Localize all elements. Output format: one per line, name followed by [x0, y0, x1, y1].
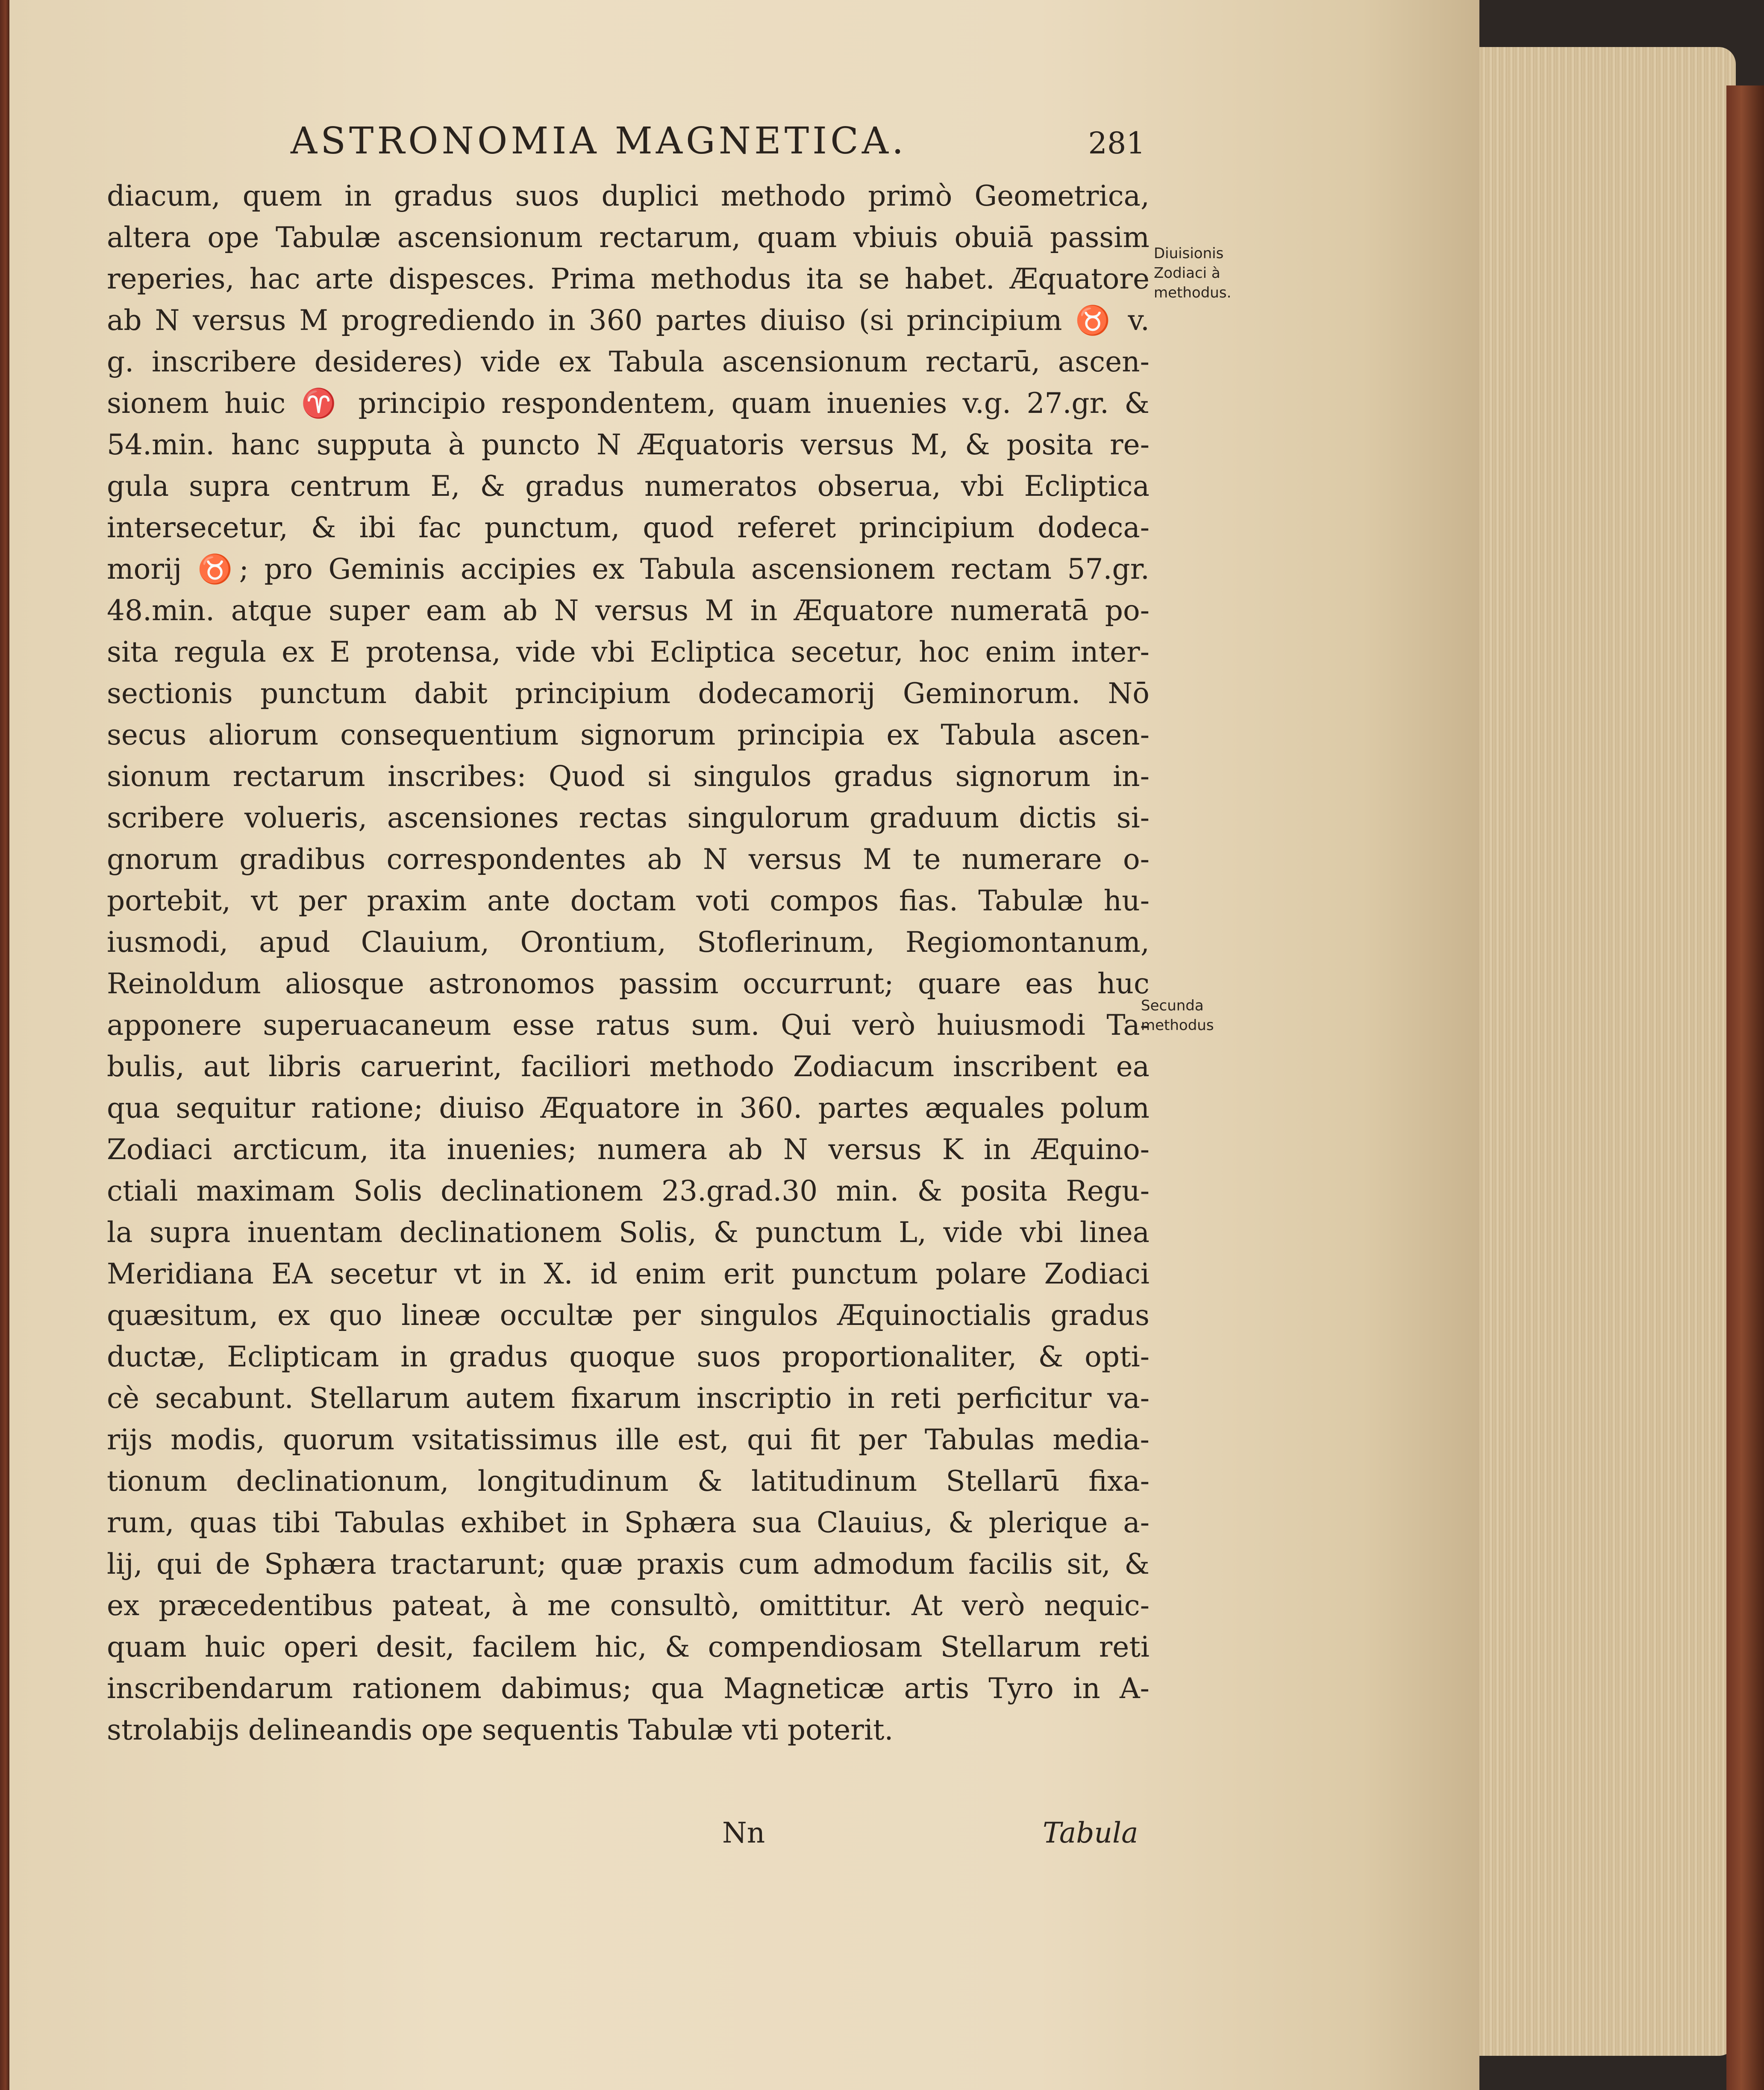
text-line: lij, qui de Sphæra tractarunt; quæ praxis cum admodum facilis sit, & — [107, 1548, 1150, 1581]
text-line: sectionis punctum dabit principium dodecamorij Geminorum. Nō — [107, 677, 1150, 710]
text-line: strolabijs delineandis ope sequentis Tabulæ vti poterit. — [107, 1713, 894, 1746]
text-line: intersecetur, & ibi fac punctum, quod referet principium dodeca- — [107, 511, 1150, 544]
text-line: bulis, aut libris caruerint, faciliori methodo Zodiacum inscribent ea — [107, 1050, 1150, 1083]
text-line: Reinoldum aliosque astronomos passim occurrunt; quare eas huc — [107, 967, 1150, 1000]
text-line: ductæ, Eclipticam in gradus quoque suos proportionaliter, & opti- — [107, 1340, 1150, 1373]
margin-note-line: Diuisionis — [1154, 245, 1224, 262]
running-head — [291, 120, 1145, 162]
margin-note-secunda — [1141, 996, 1269, 1035]
left-cover-edge — [0, 0, 9, 2090]
text-line: rijs modis, quorum vsitatissimus ille est, qui fit per Tabulas media- — [107, 1423, 1150, 1456]
text-line: apponere superuacaneum esse ratus sum. Qui verò huiusmodi Ta- — [107, 1009, 1150, 1042]
text-line: cè secabunt. Stellarum autem fixarum inscriptio in reti perficitur va- — [107, 1382, 1150, 1415]
right-cover-edge — [1726, 85, 1764, 2090]
text-line: Zodiaci arcticum, ita inuenies; numera ab N versus K in Æquino- — [107, 1133, 1150, 1166]
text-line: gnorum gradibus correspondentes ab N versus M te numerare o- — [107, 843, 1150, 876]
text-line: ab N versus M progrediendo in 360 partes diuiso (si principium ♉ v. — [107, 304, 1150, 337]
text-line: inscribendarum rationem dabimus; qua Magneticæ artis Tyro in A- — [107, 1672, 1150, 1705]
signature-mark: Nn — [722, 1816, 765, 1849]
catchword: Tabula — [1043, 1816, 1138, 1849]
text-line: sionem huic ♈ principio respondentem, quam inuenies v.g. 27.gr. & — [107, 387, 1150, 420]
text-line: tionum declinationum, longitudinum & latitudinum Stellarū fixa- — [107, 1465, 1150, 1498]
text-line: gula supra centrum E, & gradus numeratos obserua, vbi Ecliptica — [107, 470, 1150, 503]
text-line: quæsitum, ex quo lineæ occultæ per singulos Æquinoctialis gradus — [107, 1299, 1150, 1332]
page-block-edges — [1479, 47, 1736, 2056]
text-line: portebit, vt per praxim ante doctam voti compos fias. Tabulæ hu- — [107, 884, 1150, 917]
text-line: diacum, quem in gradus suos duplici methodo primò Geometrica, — [107, 180, 1150, 212]
text-line: altera ope Tabulæ ascensionum rectarum, quam vbiuis obuiā passim — [107, 221, 1150, 254]
text-line: 48.min. atque super eam ab N versus M in Æquatore numeratā po- — [107, 594, 1150, 627]
text-line: 54.min. hanc supputa à puncto N Æquatoris versus M, & posita re- — [107, 428, 1150, 461]
text-line: quam huic operi desit, facilem hic, & compendiosam Stellarum reti — [107, 1631, 1150, 1663]
margin-note-diuisionis — [1154, 244, 1282, 303]
text-line: Meridiana EA secetur vt in X. id enim erit punctum polare Zodiaci — [107, 1257, 1150, 1290]
text-line: scribere volueris, ascensiones rectas singulorum graduum dictis si- — [107, 801, 1150, 834]
text-line: ex præcedentibus pateat, à me consultò, omittitur. At verò nequic- — [107, 1589, 1150, 1622]
running-title: ASTRONOMIA MAGNETICA. — [291, 120, 907, 162]
text-line: g. inscribere desideres) vide ex Tabula ascensionum rectarū, ascen- — [107, 345, 1150, 378]
margin-note-line: Zodiaci à — [1154, 265, 1220, 282]
text-line: iusmodi, apud Clauium, Orontium, Stoflerinum, Regiomontanum, — [107, 926, 1150, 959]
text-line: reperies, hac arte dispesces. Prima methodus ita se habet. Æquatore — [107, 262, 1150, 295]
margin-note-line: Secunda — [1141, 997, 1204, 1014]
text-line: la supra inuentam declinationem Solis, & punctum L, vide vbi linea — [107, 1216, 1150, 1249]
text-line: qua sequitur ratione; diuiso Æquatore in 360. partes æquales polum — [107, 1092, 1150, 1124]
body-text — [107, 175, 1150, 1751]
text-line: rum, quas tibi Tabulas exhibet in Sphæra sua Clauius, & plerique a- — [107, 1506, 1150, 1539]
page-number: 281 — [1088, 126, 1145, 161]
margin-note-line: methodus. — [1154, 284, 1232, 301]
text-line: sionum rectarum inscribes: Quod si singulos gradus signorum in- — [107, 760, 1150, 793]
text-line: secus aliorum consequentium signorum principia ex Tabula ascen- — [107, 718, 1150, 751]
margin-note-line: methodus — [1141, 1017, 1214, 1034]
text-line: morij ♉; pro Geminis accipies ex Tabula ascensionem rectam 57.gr. — [107, 553, 1150, 586]
text-line: ctiali maximam Solis declinationem 23.grad.30 min. & posita Regu- — [107, 1175, 1150, 1207]
text-line: sita regula ex E protensa, vide vbi Ecliptica secetur, hoc enim inter- — [107, 636, 1150, 668]
